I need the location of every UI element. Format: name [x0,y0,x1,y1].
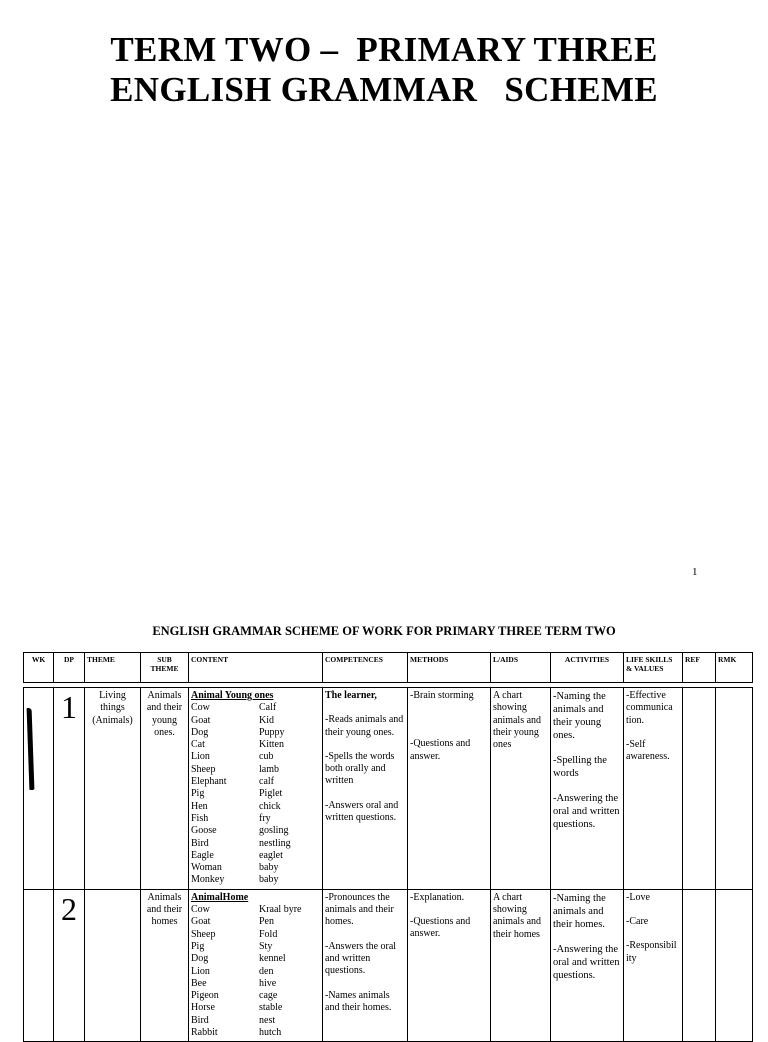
animal-pair-value: stable [259,1002,283,1014]
content-pair [191,978,320,990]
animal-name: Bird [191,837,209,849]
methods-cell [408,688,491,890]
content-pair [191,739,320,751]
competence-item: -Pronounces the animals and their homes. [325,891,394,928]
method-item: -Explanation. [410,891,465,903]
week-one-mark [27,708,35,790]
header-ref: REF [683,653,716,683]
life-skill-item: -Responsibil ity [626,940,677,964]
content-pair [191,990,320,1002]
content-pairs [191,702,320,886]
content-pair [191,941,320,953]
day-period-cell: 1 [54,688,85,890]
content-pair [191,751,320,763]
header-methods: METHODS [408,653,491,683]
animal-name: Bee [191,977,207,989]
content-pairs [191,904,320,1039]
scheme-table [23,652,753,1042]
ref-cell [683,889,716,1042]
header-activities: ACTIVITIES [551,653,624,683]
content-pair [191,862,320,874]
activities-cell [551,688,624,890]
animal-name: Pig [191,940,205,952]
animal-pair-value: den [259,965,274,977]
activity-item: -Spelling the words [553,755,607,779]
competence-item: -Reads animals and their young ones. [325,714,404,738]
animal-name: Goat [191,714,211,726]
content-pair [191,764,320,776]
content-pair [191,801,320,813]
content-pair [191,904,320,916]
header-wk: WK [24,653,54,683]
life-skill-item: -Effective communica tion. [626,690,673,726]
animal-pair-value: Kitten [259,739,284,751]
content-heading: AnimalHome [191,891,249,903]
animal-name: Rabbit [191,1027,218,1039]
rmk-cell [716,688,753,890]
theme-cell: Living things (Animals) [85,688,141,890]
animal-name: Bird [191,1014,209,1026]
animal-pair-value: cub [259,751,274,763]
animal-name: Dog [191,726,209,738]
animal-pair-value: hive [259,977,277,989]
competence-item: -Spells the words both orally and written [325,750,395,787]
content-cell [189,889,323,1042]
animal-name: Cat [191,739,205,751]
content-pair [191,929,320,941]
theme-cell [85,889,141,1042]
animal-pair-value: gosling [259,825,289,837]
sub-theme-cell: Animals and their homes [141,889,189,1042]
content-pair [191,1015,320,1027]
content-pair [191,850,320,862]
animal-name: Lion [191,751,210,763]
content-pair [191,727,320,739]
content-pair [191,825,320,837]
life-skill-item: -Self awareness. [626,738,670,763]
content-pair [191,916,320,928]
animal-name: Cow [191,904,210,916]
animal-pair-value: kennel [259,953,286,965]
animal-name: Monkey [191,874,225,886]
animal-name: Pig [191,788,205,800]
header-life-skills: LIFE SKILLS & VALUES [624,653,683,683]
animal-pair-value: fry [259,812,271,824]
content-heading: Animal Young ones [191,690,274,701]
animal-pair-value: Piglet [259,788,283,800]
animal-name: Sheep [191,763,216,775]
life-skills-cell [624,688,683,890]
animal-pair-value: Fold [259,928,278,940]
animal-name: Dog [191,953,209,965]
week-cell [24,688,54,890]
animal-pair-value: calf [259,776,274,788]
animal-pair-value: Kid [259,714,274,726]
rmk-cell [716,889,753,1042]
header-rmk: RMK [716,653,753,683]
laids-cell: A chart showing animals and their homes [491,889,551,1042]
methods-cell [408,889,491,1042]
page-number: 1 [692,566,698,578]
header-laids: L/AIDS [491,653,551,683]
content-cell [189,688,323,890]
table-row [24,889,753,1042]
content-pair [191,966,320,978]
animal-pair-value: nest [259,1014,276,1026]
animal-name: Horse [191,1002,215,1014]
animal-name: Fish [191,812,209,824]
animal-pair-value: hutch [259,1027,282,1039]
activity-item: -Answering the oral and written questions. [553,793,620,830]
activities-cell [551,889,624,1042]
table-row [24,688,753,890]
method-item: -Questions and answer. [410,916,471,940]
scheme-subtitle: ENGLISH GRAMMAR SCHEME OF WORK FOR PRIMARY THREE TERM TWO [152,624,616,638]
competence-item: -Names animals and their homes. [325,989,392,1013]
life-skills-cell [624,889,683,1042]
animal-name: Elephant [191,776,227,788]
competence-item: -Answers the oral and written questions. [325,940,397,977]
animal-pair-value: Puppy [259,726,285,738]
animal-pair-value: nestling [259,837,291,849]
life-skill-item: -Love [626,891,650,903]
content-pair [191,776,320,788]
competence-item: -Answers oral and written questions. [325,799,399,824]
content-pair [191,1002,320,1014]
content-pair [191,788,320,800]
animal-pair-value: eaglet [259,849,283,861]
animal-pair-value: Calf [259,702,277,714]
animal-pair-value: chick [259,800,281,812]
animal-pair-value: baby [259,862,279,874]
content-pair [191,953,320,965]
method-item: -Questions and answer. [410,738,471,762]
animal-name: Woman [191,862,222,874]
header-content: CONTENT [189,653,323,683]
content-pair [191,702,320,714]
animal-pair-value: lamb [259,763,279,775]
animal-name: Lion [191,965,210,977]
day-period-cell: 2 [54,889,85,1042]
header-sub-theme: SUB THEME [141,653,189,683]
animal-pair-value: baby [259,874,279,886]
method-item: -Brain storming [410,690,474,701]
ref-cell [683,688,716,890]
content-pair [191,1027,320,1039]
life-skill-item: -Care [626,916,649,928]
activity-item: -Naming the animals and their young ones. [553,691,606,741]
activity-item: -Answering the oral and written questions. [553,943,620,981]
week-cell [24,889,54,1042]
laids-cell: A chart showing animals and their young ones [491,688,551,890]
title-line-1: TERM TWO – PRIMARY THREE [110,30,658,69]
animal-name: Goose [191,825,217,837]
header-dp: DP [54,653,85,683]
content-pair [191,874,320,886]
animal-pair-value: cage [259,990,278,1002]
animal-pair-value: Kraal byre [259,904,302,916]
content-pair [191,813,320,825]
document-title [0,30,768,110]
sub-theme-cell: Animals and their young ones. [141,688,189,890]
animal-name: Goat [191,916,211,928]
animal-name: Cow [191,702,210,714]
header-theme: THEME [85,653,141,683]
competences-cell [323,688,408,890]
animal-name: Eagle [191,849,214,861]
animal-name: Hen [191,800,208,812]
animal-pair-value: Sty [259,940,273,952]
animal-pair-value: Pen [259,916,274,928]
header-competences: COMPETENCES [323,653,408,683]
content-pair [191,715,320,727]
competences-cell [323,889,408,1042]
activity-item: -Naming the animals and their homes. [553,892,606,930]
animal-name: Pigeon [191,990,219,1002]
content-pair [191,838,320,850]
table-header-row [24,653,753,683]
animal-name: Sheep [191,928,216,940]
title-line-2: ENGLISH GRAMMAR SCHEME [110,70,658,109]
competences-lead: The learner, [325,690,377,701]
